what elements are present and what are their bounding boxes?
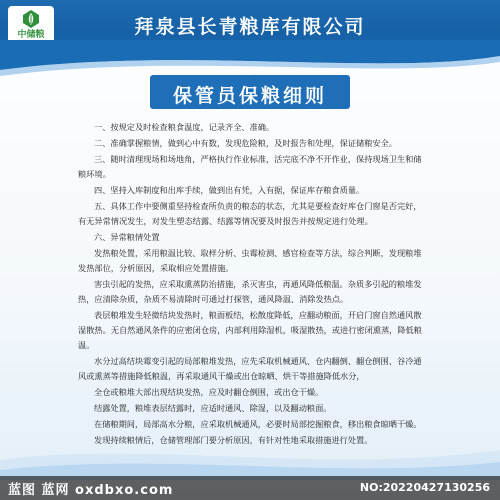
rule-paragraph: 害虫引起的发热，应采取熏蒸防治措施，杀灭害虫，再通风降低粮温。杂质多引起的粮堆发热，应清除杂质，杂质不易清除时可通过打探管，通风降温、消除发热点。 — [78, 279, 422, 304]
header-swoosh — [0, 40, 500, 80]
logo-text: 中储粮 — [17, 30, 45, 40]
rule-paragraph: 五、具体工作中要侧重坚持检查所负责的粮态的状态，尤其是要检查好库仓门窗是否完好，有无异常情况发生，对发生塑态结露、结露等情况要及时报告并按规定进行处理。 — [78, 201, 422, 226]
rule-paragraph: 二、准确掌握粮情，做到心中有数，发现危险粮，及时报告和处理，保证储粮安全。 — [94, 138, 397, 148]
footer-watermark-bar — [0, 476, 500, 500]
bottom-wave — [0, 430, 500, 480]
rule-paragraph: 发热粮处置，采用粮温比较、取样分析、虫霉检测、感官检查等方法，综合判断，发现粮堆发热部位，分析原因，采取相应处置措施。 — [78, 248, 422, 273]
rule-paragraph: 水分过高结块霉变引起的局部粮堆发热，应先采取机械通风、仓内翻倒、翻仓倒围、谷冷通风或熏蒸等措施降低粮温，再采取通风干燥或出仓晾晒、烘干等措施降低水分， — [78, 356, 422, 381]
rule-paragraph: 在储粮期间，局部高水分粮，应采取机械通风，必要时局部挖掘粮食，移出粮食晾晒干燥。 — [94, 419, 422, 429]
rule-paragraph: 表层粮堆发生轻微结块发热时，粮面板结，松散度降低，应翻动粮面，开启门窗自然通风散湿散热。无自然通风条件的应密闭仓房，内部利用除湿机，吸湿散热，或进行密闭熏蒸，降低粮温。 — [78, 310, 422, 350]
rule-paragraph: 一、按规定及时检查粮食温度，记录齐全、准确。 — [94, 122, 275, 132]
rule-paragraph: 六、异常粮情处置 — [94, 232, 160, 242]
site-watermark: 蓝图 蓝网 oxdbxo.com — [8, 483, 174, 498]
rules-content — [78, 120, 426, 449]
rule-paragraph: 三、随时清理现场和场地角，严格执行作业标准，活完底不净不开作业，保持现场卫生和储粮环境。 — [78, 154, 422, 179]
company-name: 拜泉县长青粮库有限公司 — [134, 16, 366, 38]
page-title: 保管员保粮细则 — [172, 85, 327, 107]
rule-paragraph: 全仓或粮堆大部出现结块发热，应及时翻仓倒围，或出仓干燥。 — [94, 387, 324, 397]
rule-paragraph: 结露处置，粮堆表层结露时，应适时通风、除湿，以及翻动粮面。 — [94, 403, 332, 413]
rule-paragraph: 发现持续粮情后，仓储管理部门要分析原因，有针对性地采取措施进行处置。 — [94, 435, 373, 445]
rule-paragraph: 四、坚持入库制度和出库手续，做到出有凭，入有据，保证库存粮食质量。 — [94, 185, 365, 195]
title-banner — [150, 75, 350, 109]
serial-number: NO:20220427130256 — [359, 481, 490, 494]
